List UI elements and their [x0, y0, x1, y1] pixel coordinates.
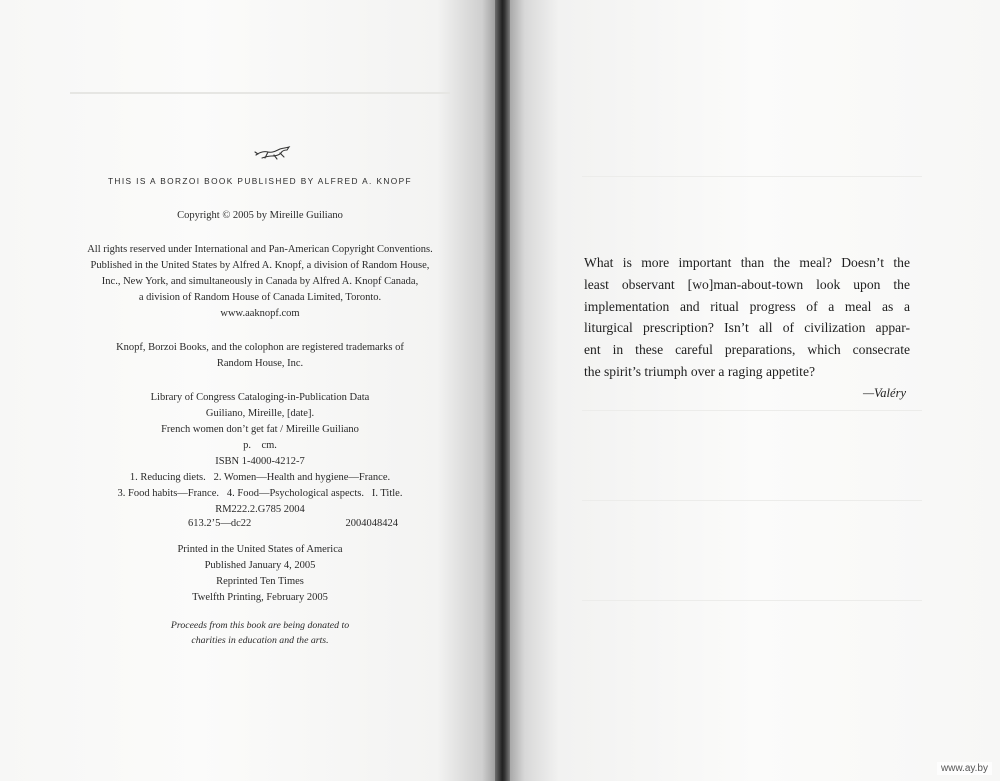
cip-subjects: 1. Reducing diets. 2. Women—Health and hygiene—France.	[129, 472, 391, 483]
printing-line: Reprinted Ten Times	[216, 576, 304, 587]
printing-line: Twelfth Printing, February 2005	[192, 592, 328, 603]
copyright-page	[0, 0, 497, 781]
rights-line: Published in the United States by Alfred A. Knopf, a division of Random House,	[90, 260, 430, 271]
trademark-line: Knopf, Borzoi Books, and the colophon are registered trademarks of	[116, 342, 404, 353]
cip-line: Library of Congress Cataloging-in-Publication Data	[150, 392, 370, 403]
cip-line: Guiliano, Mireille, [date].	[205, 408, 315, 419]
rights-line: All rights reserved under International and Pan-American Copyright Conventions.	[87, 244, 433, 255]
cip-line: p. cm.	[243, 440, 277, 451]
cip-subjects: 3. Food habits—France. 4. Food—Psychological aspects. I. Title.	[117, 488, 403, 499]
book-gutter	[495, 0, 511, 781]
quote-line: liturgical prescription? Isn’t all of civilization appar-	[584, 320, 910, 336]
show-through-rule	[70, 92, 450, 94]
show-through-rule	[582, 500, 922, 501]
printing-line: Published January 4, 2005	[204, 560, 316, 571]
lccn-number: 2004048424	[345, 518, 398, 529]
cip-isbn: ISBN 1-4000-4212-7	[215, 456, 305, 467]
quote-line: ent in these careful preparations, which consecrate	[584, 342, 910, 358]
copyright-notice: Copyright © 2005 by Mireille Guiliano	[177, 210, 343, 221]
quote-line: the spirit’s triumph over a raging appetite?	[584, 363, 816, 379]
cip-line: French women don’t get fat / Mireille Guiliano	[161, 424, 359, 435]
show-through-rule	[582, 410, 922, 411]
borzoi-colophon-icon	[254, 143, 292, 161]
donation-note: charities in education and the arts.	[191, 635, 329, 646]
quote-line: least observant [wo]man-about-town look upon the	[584, 276, 910, 292]
rights-line: Inc., New York, and simultaneously in Canada by Alfred A. Knopf Canada,	[101, 276, 419, 287]
trademark-line: Random House, Inc.	[216, 358, 304, 369]
dewey-number: 613.2’5—dc22	[188, 518, 252, 529]
cip-classification	[188, 518, 398, 529]
epigraph-attribution: —Valéry	[862, 386, 906, 400]
borzoi-publisher-line: THIS IS A BORZOI BOOK PUBLISHED BY ALFRED A. KNOPF	[107, 176, 413, 186]
printing-line: Printed in the United States of America	[177, 544, 343, 555]
epigraph-quote	[584, 252, 910, 383]
quote-line: What is more important than the meal? Doesn’t the	[584, 255, 910, 270]
cip-call-number: RM222.2.G785 2004	[215, 504, 305, 515]
epigraph-page	[510, 0, 1000, 781]
rights-line: a division of Random House of Canada Limited, Toronto.	[138, 292, 382, 303]
publisher-url: www.aaknopf.com	[220, 308, 300, 319]
watermark: www.ay.by	[937, 762, 992, 775]
show-through-rule	[582, 176, 922, 177]
show-through-rule	[582, 600, 922, 601]
donation-note: Proceeds from this book are being donated to	[170, 620, 350, 631]
quote-line: implementation and ritual progress of a meal as a	[584, 298, 910, 314]
